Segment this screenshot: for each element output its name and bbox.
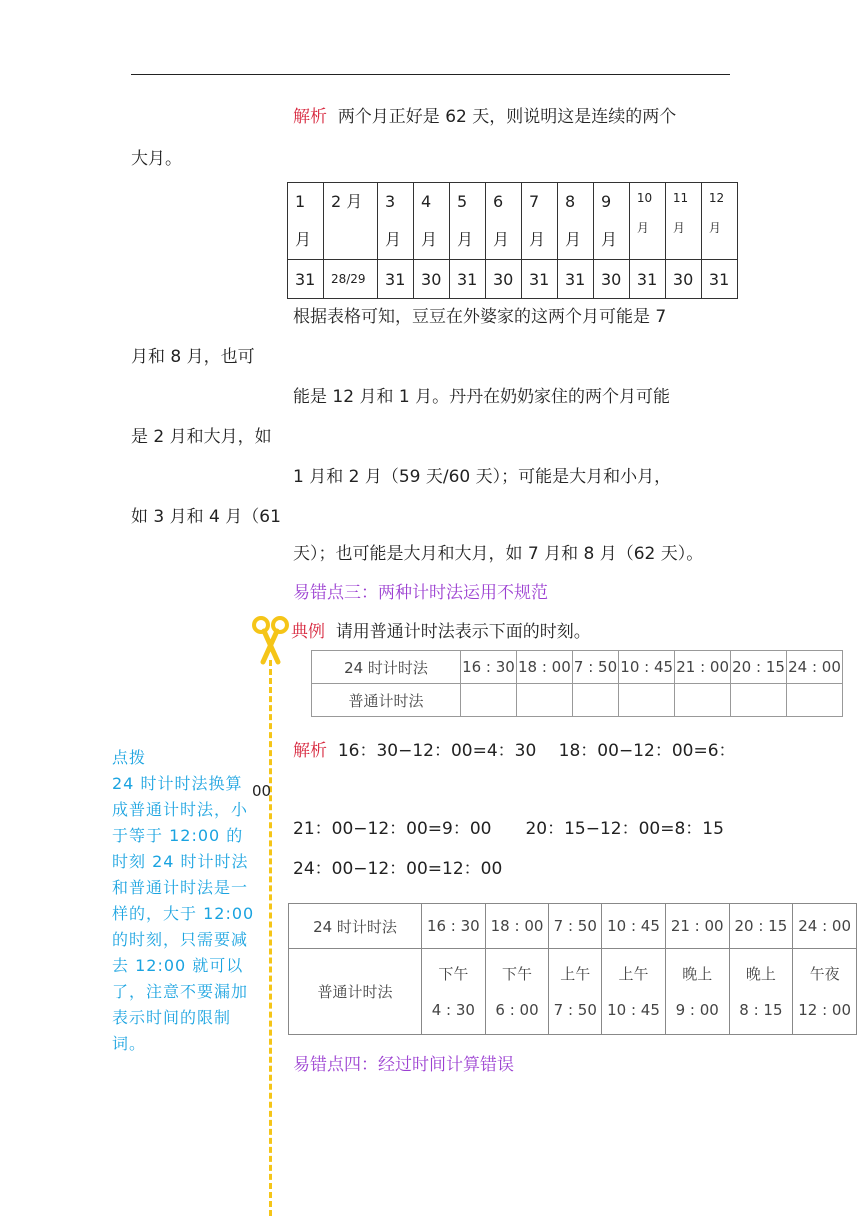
conclusion-line-7: 天）；也可能是大月和大月，如 7 月和 8 月（62 天）。 [293,544,704,564]
blank-cell [516,684,572,717]
blank-cell [786,684,842,717]
month-unit: 月 [708,221,721,235]
month-number: 4 [421,192,432,211]
time-period: 上午 [618,964,649,983]
normal-time-cell [602,949,666,1035]
label-24h: 24 时计时法 [289,904,422,949]
month-cell [323,183,377,260]
normal-time-cell [793,949,857,1035]
month-row [288,183,738,260]
analysis2-line-1-tail: 00 [252,782,272,800]
days-cell: 31 [450,260,486,299]
analysis2-line-3: 24：00−12：00=12：00 [293,859,503,879]
month-number: 1 [295,192,306,211]
month-number: 8 [564,192,576,211]
days-cell: 28/29 [323,260,377,299]
example-line [291,621,591,643]
month-cell [521,183,557,260]
time-period: 下午 [502,964,533,983]
analysis2-line-2: 21：00−12：00=9：00 20：15−12：00=8：15 [293,819,724,839]
month-cell [450,183,486,260]
time-period: 午夜 [809,964,840,983]
error-point-3-heading: 易错点三：两种计时法运用不规范 [293,583,548,603]
example-text: 请用普通计时法表示下面的时刻。 [335,622,591,642]
time-cell: 18 : 00 [485,904,549,949]
time-table-answer-row-normal [289,949,857,1035]
time-value: 9 : 00 [675,1000,719,1019]
example-label: 典例 [291,622,325,642]
month-number: 9 [600,192,612,211]
conclusion-line-2: 月和 8 月，也可 [131,347,255,367]
label-24h: 24 时计时法 [312,651,461,684]
blank-cell [675,684,731,717]
days-cell: 31 [701,260,737,299]
month-number: 10 [636,191,653,205]
month-number: 2 月 [330,192,363,211]
month-number: 3 [385,192,396,211]
month-cell [701,183,737,260]
days-cell: 31 [557,260,593,299]
time-cell: 20 : 15 [729,904,793,949]
conclusion-line-5: 1 月和 2 月（59 天/60 天）；可能是大月和小月， [293,467,672,487]
month-unit: 月 [636,221,649,235]
conclusion-line-6: 如 3 月和 4 月（61 [131,507,281,527]
blank-cell [461,684,517,717]
days-cell: 30 [485,260,521,299]
days-cell: 31 [629,260,665,299]
time-cell: 7 : 50 [549,904,602,949]
conclusion-line-4: 是 2 月和大月，如 [131,427,272,447]
label-normal: 普通计时法 [289,949,422,1035]
days-cell: 31 [378,260,414,299]
time-cell: 18 : 00 [516,651,572,684]
month-cell [485,183,521,260]
normal-time-cell [729,949,793,1035]
days-cell: 31 [521,260,557,299]
blank-cell [731,684,787,717]
month-unit: 月 [600,230,617,249]
sidebar-tip-body: 24 时计时法换算成普通计时法，小于等于 12:00 的时刻 24 时计时法和普通计时法是一样的，大于 12:00 的时刻，只需要减去 12:00 就可以了，注意不要漏加表示时间的限制词。 [112,774,255,1053]
time-cell: 21 : 00 [675,651,731,684]
time-cell: 24 : 00 [793,904,857,949]
label-normal: 普通计时法 [312,684,461,717]
time-cell: 10 : 45 [602,904,666,949]
analysis2-label: 解析 [293,741,327,761]
month-cell [414,183,450,260]
analysis-text: 两个月正好是 62 天，则说明这是连续的两个 [337,107,677,127]
month-unit: 月 [457,230,474,249]
conclusion-line-3: 能是 12 月和 1 月。丹丹在奶奶家住的两个月可能 [293,387,671,407]
days-cell: 31 [288,260,324,299]
analysis-line-1 [293,106,676,128]
time-cell: 21 : 00 [665,904,729,949]
days-cell: 30 [665,260,701,299]
month-number: 5 [457,192,468,211]
analysis2-line-1 [293,740,736,762]
time-cell: 16 : 30 [422,904,486,949]
time-cell: 7 : 50 [572,651,618,684]
scissors-icon [251,616,291,666]
sidebar-tip-title: 点拨 [112,748,147,767]
header-rule [131,74,730,75]
month-cell [593,183,629,260]
time-value: 10 : 45 [607,1000,660,1019]
month-cell [665,183,701,260]
time-value: 6 : 00 [495,1000,539,1019]
time-period: 晚上 [745,964,776,983]
time-table-question [311,650,843,717]
month-unit: 月 [564,230,581,249]
blank-cell [572,684,618,717]
time-value: 12 : 00 [798,1000,851,1019]
month-number: 7 [528,192,540,211]
time-table-answer-row-24h [289,904,857,949]
month-number: 12 [708,191,725,205]
month-number: 6 [492,192,504,211]
time-cell: 20 : 15 [731,651,787,684]
analysis2-text-1: 16：30−12：00=4：30 18：00−12：00=6： [337,741,736,761]
month-unit: 月 [421,230,438,249]
cut-line [269,660,272,1216]
time-period: 晚上 [682,964,713,983]
month-cell [288,183,324,260]
time-value: 8 : 15 [739,1000,783,1019]
blank-cell [619,684,675,717]
normal-time-cell [665,949,729,1035]
normal-time-cell [485,949,549,1035]
normal-time-cell [549,949,602,1035]
month-unit: 月 [492,230,509,249]
month-number: 11 [672,191,689,205]
normal-time-cell [422,949,486,1035]
conclusion-line-1: 根据表格可知，豆豆在外婆家的这两个月可能是 7 [293,307,667,327]
time-cell: 16 : 30 [461,651,517,684]
days-row [288,260,738,299]
time-cell: 10 : 45 [619,651,675,684]
time-period: 上午 [560,964,591,983]
month-cell [378,183,414,260]
month-unit: 月 [385,230,402,249]
days-cell: 30 [414,260,450,299]
time-value: 7 : 50 [553,1000,597,1019]
month-cell [629,183,665,260]
time-table-question-row-24h [312,651,843,684]
time-period: 下午 [438,964,469,983]
time-value: 4 : 30 [431,1000,475,1019]
month-unit: 月 [528,230,545,249]
time-cell: 24 : 00 [786,651,842,684]
error-point-4-heading: 易错点四：经过时间计算错误 [293,1055,514,1075]
month-days-table [287,182,738,299]
month-unit: 月 [672,221,685,235]
days-cell: 30 [593,260,629,299]
analysis-line-2: 大月。 [131,149,182,169]
time-table-answer [288,903,857,1035]
analysis-label: 解析 [293,107,327,127]
time-table-question-row-normal [312,684,843,717]
month-unit: 月 [295,230,312,249]
month-cell [557,183,593,260]
sidebar-tip [112,745,257,1057]
